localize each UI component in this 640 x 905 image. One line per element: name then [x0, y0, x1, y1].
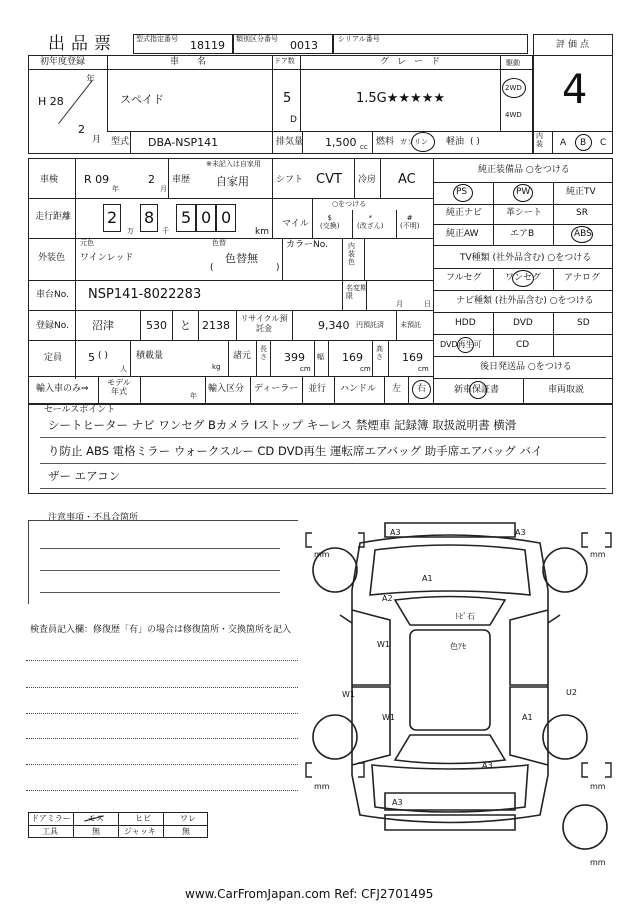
registration-area: 沼津: [92, 319, 114, 332]
inspection-month: 2: [148, 173, 155, 186]
score-label: 評価点: [556, 40, 593, 50]
tv-title: TV種類 (社外品含む) ○をつける: [460, 253, 592, 263]
grade-value: 1.5G★★★★★: [356, 91, 446, 106]
length-label: 長さ: [260, 345, 267, 361]
import-label: 輸入車のみ⇒: [36, 384, 89, 394]
displacement-unit: cc: [360, 143, 368, 151]
navi-dvd: DVD: [513, 318, 533, 328]
first-reg-month: 2: [78, 123, 85, 136]
aircon-value: AC: [398, 172, 416, 187]
fuel-paren: ( ): [470, 137, 480, 147]
doors-sub: D: [290, 115, 297, 125]
not-deposited: 未預託: [400, 321, 421, 329]
inspection-month-unit: 月: [160, 185, 167, 193]
mileage-opt-tampered: * (改ざん): [357, 214, 384, 231]
length-cm: cm: [300, 365, 311, 373]
sales-line-2: り防止 ABS 電格ミラー ウォークスルー CD DVD再生 運転席エアバッグ 助手席エアバッグ バイ: [48, 444, 543, 458]
exterior-paren-close: ): [276, 263, 280, 273]
equip-aw: 純正AW: [446, 229, 479, 239]
exterior-orig-label: 元色: [80, 239, 94, 247]
color-no-label: カラーNo.: [286, 240, 328, 250]
tv-oneseg-circle: [512, 270, 534, 287]
recycle-unit: 円預託済: [356, 321, 384, 329]
equip-abs: ABS: [574, 229, 592, 239]
capacity-label: 定員: [44, 353, 63, 363]
exterior-repaint-value: 色替無: [225, 252, 258, 265]
mm-rear-right: mm: [590, 782, 606, 791]
mileage-opt-exchange: $ (交換): [320, 214, 340, 231]
first-reg-year-unit: 年: [86, 75, 96, 85]
tv-analog: アナログ: [564, 273, 601, 283]
mileage-digit-3: 5: [181, 208, 192, 227]
dmg-fade: 色ｱｾ: [450, 642, 466, 651]
mileage-man: 万: [127, 227, 134, 235]
mileage-digit-2: 8: [144, 208, 155, 227]
equip-pw-circle: [513, 184, 533, 202]
warranty-day: 日: [424, 300, 431, 308]
interior-label: 内装: [536, 132, 543, 148]
drive-2wd: 2WD: [505, 84, 522, 92]
equip-ps-circle: [453, 184, 473, 202]
dmg-a3-trunk: A3: [482, 761, 493, 770]
inspection-era: R 09: [84, 173, 110, 186]
dmg-stone-chip: ﾄﾋﾞ石: [455, 612, 475, 621]
warranty-month: 月: [396, 300, 403, 308]
chassis-label: 車台No.: [36, 290, 69, 300]
import-handle: ハンドル: [340, 384, 377, 394]
car-name-value: スペイド: [120, 93, 164, 106]
equip-leather: 革シート: [506, 208, 543, 218]
registration-number: 2138: [202, 319, 230, 332]
history-label: 車歴: [172, 175, 191, 185]
recycle-label: リサイクル預託金: [240, 314, 288, 333]
width-label: 幅: [317, 353, 324, 361]
first-reg-label: 初年度登録: [40, 57, 86, 67]
equip-ps: PS: [456, 187, 468, 197]
history-note: ※未記入は自家用: [206, 160, 261, 168]
height-cm: cm: [418, 365, 429, 373]
exterior-label: 外装色: [38, 253, 66, 263]
class-code-value: 0013: [290, 39, 318, 52]
mileage-digit-5: 0: [221, 208, 232, 227]
import-parallel: 並行: [308, 384, 327, 394]
warranty-label: 名変期限: [346, 284, 367, 301]
aircon-label: 冷房: [358, 175, 377, 185]
length-value: 399: [284, 351, 305, 364]
equip-tv: 純正TV: [566, 187, 596, 197]
score-value: 4: [562, 67, 588, 113]
mileage-digit-4: 0: [201, 208, 212, 227]
fuel-circle: [411, 132, 435, 152]
mileage-unit: km: [255, 227, 269, 237]
model-type-label: 型式: [111, 137, 130, 147]
after-docs-warranty-circle: [469, 381, 487, 399]
fuel-alt-label: 軽油: [446, 137, 465, 147]
displacement-value: 1,500: [325, 136, 357, 149]
grade-label: グレード: [380, 57, 449, 67]
equip-sr: SR: [576, 208, 588, 218]
dmg-a2-front: A2: [382, 594, 393, 603]
tools-ware: ワレ: [180, 814, 196, 823]
mileage-sen: 千: [162, 227, 169, 235]
import-right: 右: [417, 384, 427, 394]
registration-label: 登録No.: [36, 321, 69, 331]
interior-c: C: [600, 138, 607, 148]
shift-label: シフト: [276, 175, 304, 185]
sheet-title: 出品票: [48, 34, 117, 54]
chassis-value: NSP141-8022283: [88, 287, 202, 302]
tools-jack-value: 無: [182, 827, 190, 836]
sales-points-label: セールスポイント: [44, 405, 116, 415]
mileage-mile: マイル: [282, 219, 309, 229]
after-docs-manual: 車両取説: [548, 385, 585, 395]
drive-label: 駆動: [506, 59, 520, 67]
dmg-a1-hood: A1: [422, 574, 433, 583]
fuel-label: 燃料: [376, 137, 395, 147]
after-docs-warranty: 新車保証書: [454, 385, 500, 395]
footer-ref: www.CarFromJapan.com Ref: CFJ2701495: [185, 887, 434, 901]
mileage-digit-1: 2: [107, 208, 118, 227]
dmg-w1-rear: W1: [382, 713, 395, 722]
import-dealer: ディーラー: [254, 384, 299, 394]
exterior-orig-value: ワインレッド: [80, 253, 134, 263]
first-reg-month-unit: 月: [92, 135, 102, 145]
tools-tool-value: 無: [92, 827, 100, 836]
capacity-paren: ( ): [98, 351, 108, 361]
mm-rear-left: mm: [314, 782, 330, 791]
mm-front-left: mm: [314, 550, 330, 559]
tools-mos: モス: [88, 814, 104, 823]
navi-sd: SD: [577, 318, 590, 328]
tv-fullseg: フルセグ: [446, 273, 482, 283]
dims-label: 諸元: [233, 351, 252, 361]
registration-kana: と: [180, 319, 191, 332]
dmg-w1-side: W1: [342, 690, 355, 699]
model-year-label: モデル年式: [107, 378, 131, 397]
sales-line-3: ザー エアコン: [48, 469, 121, 483]
model-code-value: 18119: [190, 39, 225, 52]
equip-pw: PW: [516, 187, 531, 197]
recycle-value: 9,340: [318, 319, 350, 332]
model-type-value: DBA-NSP141: [148, 136, 219, 149]
av-dvd: DVD再生可: [440, 340, 482, 349]
equip-airbag: エアB: [510, 229, 535, 239]
car-damage-diagram: [300, 515, 620, 870]
height-label: 高さ: [376, 345, 383, 361]
import-year-unit: 年: [190, 392, 197, 400]
first-reg-era: H 28: [38, 95, 64, 108]
load-unit: kg: [212, 363, 221, 371]
serial-label: シリアル番号: [338, 35, 380, 43]
interior-color-label: 内装色: [348, 242, 355, 267]
interior-a: A: [560, 138, 567, 148]
mileage-label: 走行距離: [35, 212, 72, 222]
width-cm: cm: [360, 365, 371, 373]
exterior-repaint-label: 色替: [212, 239, 226, 247]
sales-line-1: シートヒーター ナビ ワンセグ Bカメラ Iストップ キーレス 禁煙車 記録簿 取扱説明書 横滑: [48, 418, 517, 432]
drive-2wd-circle: [502, 78, 526, 98]
equip-abs-circle: [571, 226, 593, 243]
equipment-title: 純正装備品 ○をつける: [478, 165, 570, 175]
inspection-year-unit: 年: [112, 185, 119, 193]
import-left: 左: [392, 384, 402, 394]
capacity-value: 5: [88, 351, 95, 364]
doors-label: ドア数: [274, 57, 295, 65]
height-value: 169: [402, 351, 423, 364]
tools-tool-label: 工具: [42, 827, 58, 836]
tv-oneseg: ワンセグ: [505, 273, 542, 283]
inspection-label: 車検: [40, 175, 59, 185]
shift-value: CVT: [316, 172, 342, 187]
fuel-value: ガソリン: [400, 138, 428, 146]
capacity-person-unit: 人: [120, 365, 127, 373]
notes-label: 注意事項・不具合箇所: [48, 513, 139, 523]
drive-4wd: 4WD: [505, 111, 522, 119]
exterior-paren-open: (: [210, 263, 214, 273]
dmg-a3-front-right: A3: [515, 528, 526, 537]
import-right-circle: [412, 380, 431, 399]
navi-title: ナビ種類 (社外品含む) ○をつける: [456, 296, 594, 306]
history-value: 自家用: [216, 175, 249, 188]
dmg-a3-rear-bumper: A3: [392, 798, 403, 807]
dmg-a3-front-left: A3: [390, 528, 401, 537]
navi-hdd: HDD: [455, 318, 476, 328]
import-division-label: 輸入区分: [208, 384, 245, 394]
registration-class: 530: [146, 319, 167, 332]
tools-doormirror: ドアミラー: [31, 814, 71, 823]
class-code-label: 類別区分番号: [236, 35, 278, 43]
mm-spare: mm: [590, 858, 606, 867]
after-docs-title: 後日発送品 ○をつける: [480, 362, 572, 372]
mileage-opt-unknown: # (不明): [400, 214, 420, 231]
equip-navi: 純正ナビ: [446, 208, 483, 218]
width-value: 169: [342, 351, 363, 364]
av-dvd-circle: [457, 337, 474, 353]
load-label: 積載量: [136, 351, 164, 361]
tools-hibi: ヒビ: [135, 814, 151, 823]
dmg-w1-front: W1: [377, 640, 390, 649]
av-cd: CD: [516, 340, 530, 350]
dmg-a1-rear: A1: [522, 713, 533, 722]
displacement-label: 排気量: [276, 137, 304, 147]
mileage-circle-note: ○をつける: [332, 200, 367, 208]
inspector-label: 検査員記入欄：修復歴「有」の場合は修復箇所・交換箇所を記入: [30, 625, 292, 635]
doors-value: 5: [283, 91, 292, 106]
mm-front-right: mm: [590, 550, 606, 559]
car-name-label: 車名: [170, 57, 225, 67]
tools-jack-label: ジャッキ: [124, 827, 156, 836]
interior-b: B: [580, 138, 587, 148]
model-code-label: 型式指定番号: [136, 35, 178, 43]
interior-b-circle: [575, 134, 592, 151]
dmg-u2-side: U2: [566, 688, 577, 697]
